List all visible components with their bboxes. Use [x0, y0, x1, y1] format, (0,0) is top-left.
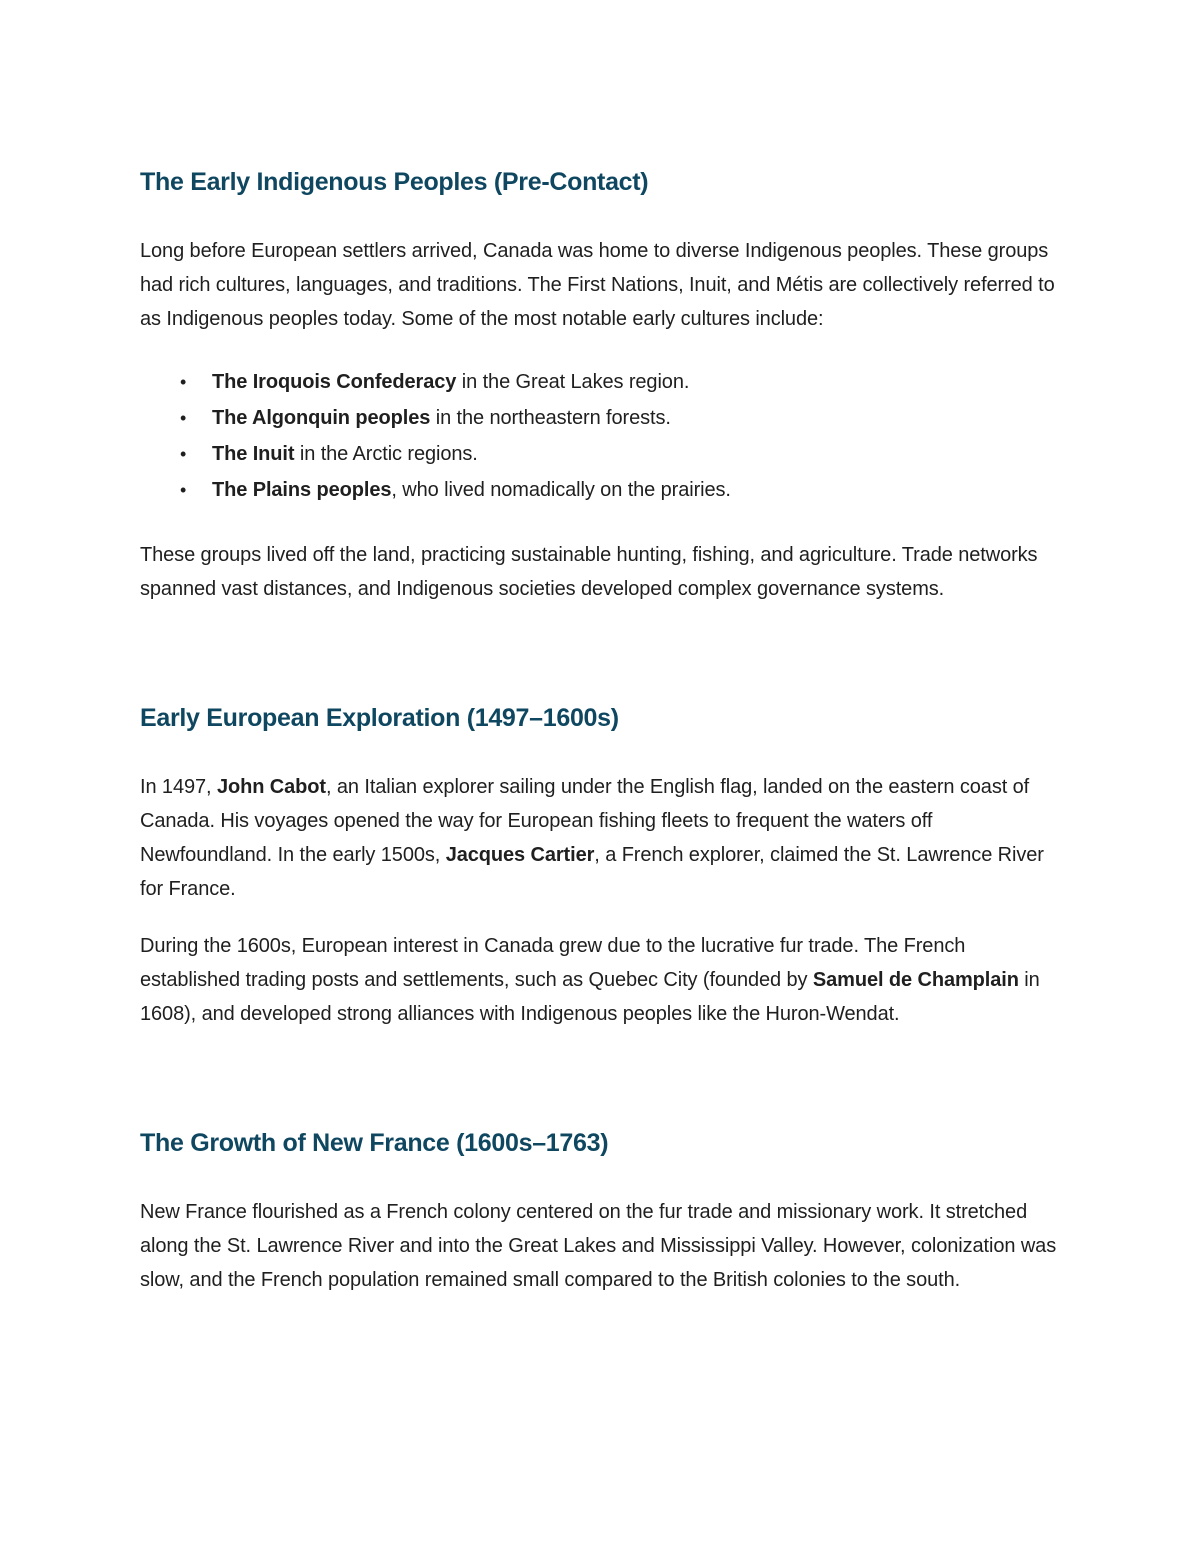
text-segment: , an Italian explorer sailing under the English flag, landed on the eastern coast of Canada. His voyages opened the way for European fishing fleets to frequent the waters off Newfoundland. In the early 1500s, — [140, 776, 1030, 866]
bullet-icon: • — [180, 372, 187, 392]
bullet-item — [180, 400, 1060, 436]
bullet-text — [212, 472, 731, 508]
bold-name-john-cabot: John Cabot — [216, 776, 326, 798]
paragraph — [140, 770, 1060, 906]
section-early-european-exploration — [140, 702, 1060, 1031]
paragraph: New France flourished as a French colony centered on the fur trade and missionary work. It stretched along the St. Lawrence River and into the Great Lakes and Mississippi Valley. However, colonization was slow, and the French population remained small compared to the British colonies to the south. — [140, 1201, 1057, 1291]
bullet-icon: • — [180, 408, 187, 428]
text-segment: During the 1600s, European interest in Canada grew due to the lucrative fur trade. The French established trading posts and settlements, such as Quebec City (founded by — [140, 935, 966, 991]
section-heading: The Growth of New France (1600s–1763) — [140, 1129, 609, 1157]
bullet-list — [140, 364, 1060, 508]
bullet-rest-text: in the Great Lakes region. — [456, 371, 690, 393]
bullet-text — [212, 364, 689, 400]
section-growth-of-new-france — [140, 1127, 1060, 1297]
bullet-bold-text: The Algonquin peoples — [212, 407, 431, 429]
bullet-rest-text: , who lived nomadically on the prairies. — [391, 479, 731, 501]
bullet-rest-text: in the northeastern forests. — [430, 407, 671, 429]
text-segment: , a French explorer, claimed the St. Lawrence River for France. — [140, 844, 1044, 900]
bullet-icon: • — [180, 444, 187, 464]
paragraph: Long before European settlers arrived, Canada was home to diverse Indigenous peoples. These groups had rich cultures, languages, and traditions. The First Nations, Inuit, and Métis are collectively referred to as Indigenous peoples today. Some of the most notable early cultures include: — [140, 240, 1055, 330]
bold-name-samuel-de-champlain: Samuel de Champlain — [812, 969, 1019, 991]
bullet-bold-text: The Iroquois Confederacy — [212, 371, 457, 393]
bullet-bold-text: The Inuit — [212, 443, 295, 465]
text-segment: In 1497, — [140, 776, 217, 798]
bullet-text — [212, 400, 671, 436]
bullet-item — [180, 472, 1060, 508]
bullet-bold-text: The Plains peoples — [212, 479, 392, 501]
section-heading: The Early Indigenous Peoples (Pre-Contact) — [140, 168, 649, 196]
bold-name-jacques-cartier: Jacques Cartier — [445, 844, 595, 866]
paragraph — [140, 929, 1060, 1031]
bullet-item — [180, 436, 1060, 472]
paragraph: These groups lived off the land, practicing sustainable hunting, fishing, and agriculture. Trade networks spanned vast distances, and Indigenous societies developed complex governance systems. — [140, 544, 1038, 600]
bullet-rest-text: in the Arctic regions. — [294, 443, 478, 465]
text-segment: in 1608), and developed strong alliances with Indigenous peoples like the Huron-Wendat. — [140, 969, 1040, 1025]
bullet-text — [212, 436, 478, 472]
bullet-item — [180, 364, 1060, 400]
section-heading: Early European Exploration (1497–1600s) — [140, 704, 619, 732]
section-early-indigenous-peoples — [140, 166, 1060, 606]
bullet-icon: • — [180, 480, 187, 500]
